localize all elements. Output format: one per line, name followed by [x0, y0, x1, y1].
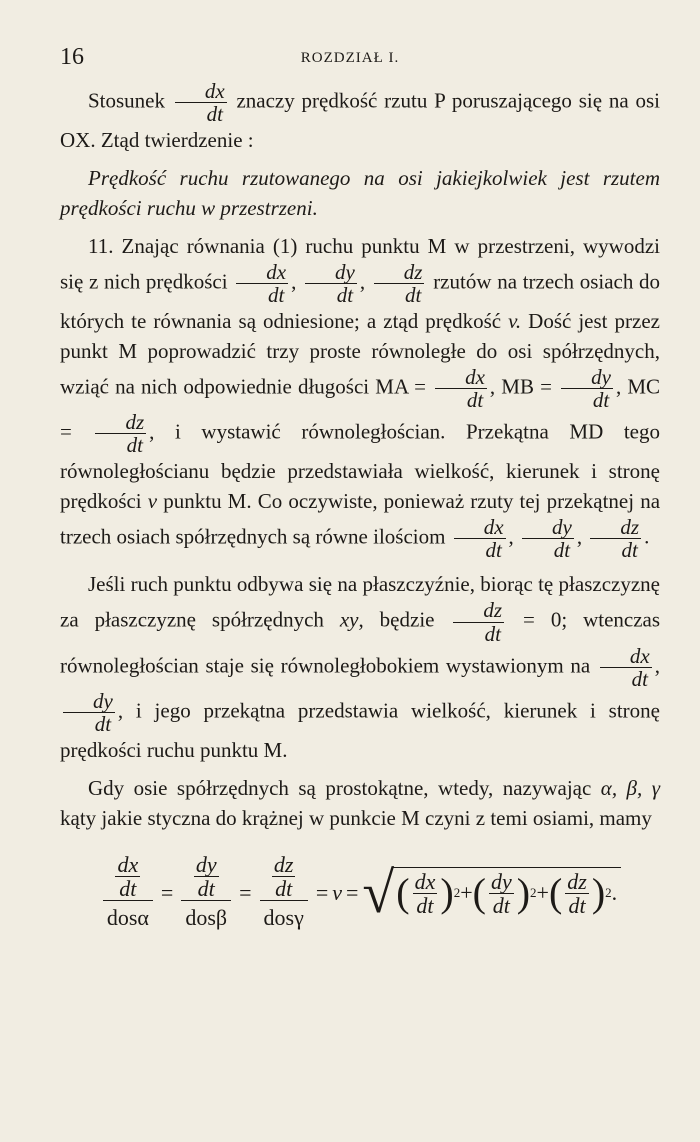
square-root: √ ( $\frac{dx}{dt}$ ) 2 + ( $\frac{dy}{dt}$ ) 2 + ( $\frac{dz}{dt}$ ) 2 . — [362, 864, 621, 922]
velocity-formula: $\frac{dx}{dt}$ dosα = $\frac{dy}{dt}$ dosβ = $\frac{dz}{dt}$ dosγ = v = √ ( $\frac{dx}{dt}$ ) 2 + ( $\frac{dy}{dt}$ ) 2 + ( $\frac{dz}{dt}$ ) 2 . — [60, 853, 660, 933]
page-number: 16 — [60, 44, 84, 70]
paragraph-rectangular-axes: Gdy osie spółrzędnych są prostokątne, wtedy, nazywając α, β, γ kąty jakie styczna do krążnej w punkcie M czyni z temi osiami, mamy — [60, 775, 660, 830]
formula-term-alpha: $\frac{dx}{dt}$ dosα — [103, 853, 153, 933]
formula-term-beta: $\frac{dy}{dt}$ dosβ — [181, 853, 231, 933]
paragraph-plane-motion: Jeśli ruch punktu odbywa się na płaszczyźnie, biorąc tę płaszczyznę za płaszczyznę spółrzędnych xy, będzie $\frac{dz}{dt}$ = 0; wtenczas równoległościan staje się równoległobokiem wystawionym na $\frac{dx}{dt}$ , $\frac{dy}{dt}$ , i jego przekątna przedstawia wielkość, kierunek i stronę prędkości ruchu punktu M. — [60, 572, 661, 762]
theorem-statement: Prędkość ruchu rzutowanego na osi jakiejkolwiek jest rzutem prędkości ruchu w przestrzeni. — [60, 166, 660, 221]
running-head: ROZDZIAŁ I. — [300, 50, 400, 66]
page-body — [60, 80, 660, 933]
page-header — [60, 44, 640, 74]
paragraph-11: 11. Znając równania (1) ruchu punktu M w przestrzeni, wywodzi się z nich prędkości $\frac{dx}{dt}$ , $\frac{dy}{dt}$ , $\frac{dz}{dt}$ rzutów na trzech osiach do których te równania są odniesione; a ztąd prędkość v. Dość jest przez punkt M poprowadzić trzy proste równoległe do osi spółrzędnych, wziąć na nich odpowiednie długości MA = $\frac{dx}{dt}$ , MB = $\frac{dy}{dt}$ , MC = $\frac{dz}{dt}$ , i wystawić równoległościan. Przekątna MD tego równoległościanu będzie przedstawiała wielkość, kierunek i stronę prędkości v punktu M. Co oczywiste, ponieważ rzuty tej przekątnej na trzech osiach spółrzędnych są równe ilościom $\frac{dx}{dt}$ , $\frac{dy}{dt}$ , $\frac{dz}{dt}$ . — [60, 234, 661, 563]
formula-term-gamma: $\frac{dz}{dt}$ dosγ — [260, 853, 308, 933]
fraction: $\frac{dx}{dt}$ — [175, 80, 227, 125]
paragraph-velocity-ratio: Stosunek $\frac{dx}{dt}$ znaczy prędkość rzutu P poruszającego się na osi OX. Ztąd twierdzenie : — [60, 79, 661, 153]
